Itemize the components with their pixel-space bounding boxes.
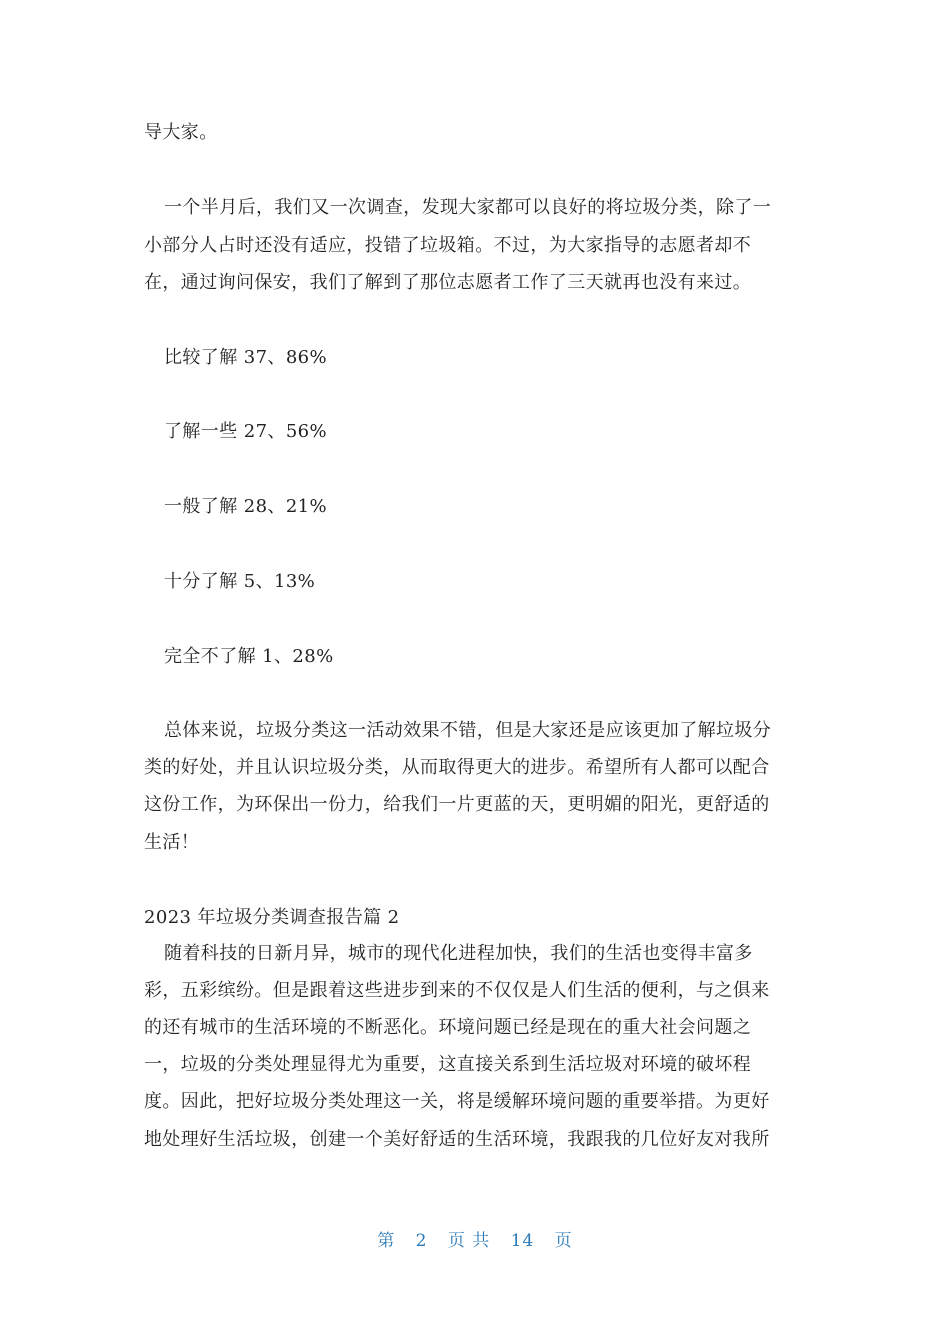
survey-item: 完全不了解 1、28%	[164, 646, 334, 667]
paragraph-4-line: 随着科技的日新月异，城市的现代化进程加快，我们的生活也变得丰富多	[164, 943, 753, 964]
paragraph-3-line: 总体来说，垃圾分类这一活动效果不错，但是大家还是应该更加了解垃圾分	[164, 720, 772, 741]
paragraph-4-line: 一，垃圾的分类处理显得尤为重要，这直接关系到生活垃圾对环境的破坏程	[144, 1054, 752, 1075]
section-title: 2023 年垃圾分类调查报告篇 2	[144, 907, 400, 928]
survey-item: 比较了解 37、86%	[164, 347, 328, 368]
paragraph-1-line: 导大家。	[144, 122, 218, 143]
footer-current-page: 2	[415, 1231, 428, 1251]
footer-ye: 页	[554, 1231, 573, 1251]
paragraph-3-line: 类的好处，并且认识垃圾分类，从而取得更大的进步。希望所有人都可以配合	[144, 757, 770, 778]
survey-item: 十分了解 5、13%	[164, 571, 316, 592]
footer-total-pages: 14	[510, 1231, 535, 1251]
paragraph-2-line: 在，通过询问保安，我们了解到了那位志愿者工作了三天就再也没有来过。	[144, 272, 752, 293]
survey-item: 一般了解 28、21%	[164, 496, 328, 517]
footer-di: 第	[377, 1231, 396, 1251]
paragraph-2-line: 小部分人占时还没有适应，投错了垃圾箱。不过，为大家指导的志愿者却不	[144, 235, 752, 256]
document-page	[144, 0, 804, 1344]
paragraph-3-line: 这份工作，为环保出一份力，给我们一片更蓝的天，更明媚的阳光，更舒适的	[144, 794, 770, 815]
paragraph-2-line: 一个半月后，我们又一次调查，发现大家都可以良好的将垃圾分类，除了一	[164, 197, 772, 218]
footer-ye-gong: 页 共	[447, 1231, 491, 1251]
paragraph-3-line: 生活！	[144, 832, 200, 853]
page-footer	[0, 1226, 950, 1251]
paragraph-4-line: 的还有城市的生活环境的不断恶化。环境问题已经是现在的重大社会问题之	[144, 1017, 752, 1038]
survey-item: 了解一些 27、56%	[164, 421, 328, 442]
paragraph-4-line: 地处理好生活垃圾，创建一个美好舒适的生活环境，我跟我的几位好友对我所	[144, 1129, 770, 1150]
paragraph-4-line: 彩，五彩缤纷。但是跟着这些进步到来的不仅仅是人们生活的便利，与之俱来	[144, 980, 770, 1001]
paragraph-4-line: 度。因此，把好垃圾分类处理这一关，将是缓解环境问题的重要举措。为更好	[144, 1091, 770, 1112]
